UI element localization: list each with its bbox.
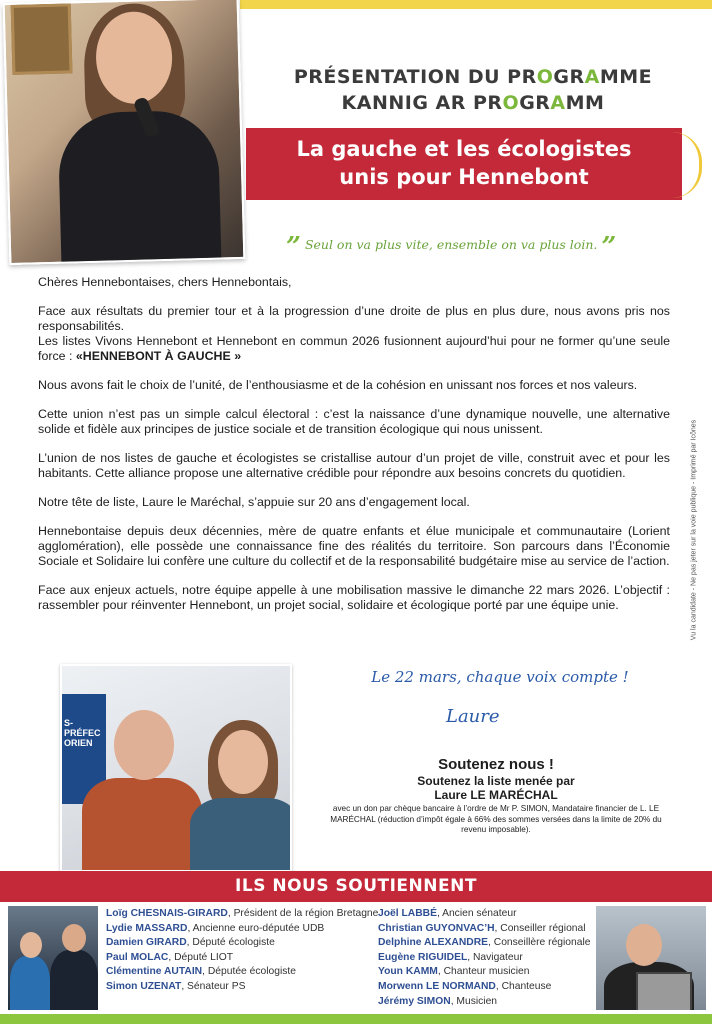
supporter-entry: Eugène RIGUIDEL, Navigateur [378,951,523,963]
accordion-icon [636,972,692,1010]
support-candidate: Laure LE MARÉCHAL [434,788,558,802]
program-title [250,64,696,116]
program-title-line2: KANNIG AR PROGRAMM [341,92,605,114]
wall-painting [11,3,73,75]
letter-paragraph: Nous avons fait le choix de l’unité, de l’enthousiasme et de la cohésion en unissant nos forces et nos valeurs. [38,378,638,392]
supporter-entry: Simon UZENAT, Sénateur PS [106,980,246,992]
supporter-entry: Lydie MASSARD, Ancienne euro-députée UDB [106,922,325,934]
supporter-man-face [62,924,86,952]
musician-face [626,924,662,966]
woman-body [190,798,292,872]
support-title: Soutenez nous ! [438,756,554,773]
donation-block [330,756,662,836]
program-title-line1: PRÉSENTATION DU PROGRAMME [293,66,653,88]
supporter-entry: Morwenn LE NORMAND, Chanteuse [378,980,552,992]
duo-photo [60,664,292,872]
supporter-entry: Damien GIRARD, Député écologiste [106,937,275,949]
supporter-entry: Clémentine AUTAIN, Députée écologiste [106,966,297,978]
slogan-text: Seul on va plus vite, ensemble on va plus loin. [304,237,598,252]
open-quote-icon: ” [286,232,301,262]
woman-face [218,730,268,794]
letter-paragraph: Cette union n’est pas un simple calcul électoral : c’est la naissance d’une dynamique nouvelle, une alternative solide et fidèle aux principes de justice sociale et de transition écologique qui nous unissent. [38,407,670,436]
supporter-woman-body [10,956,50,1010]
letter-paragraph: Hennebontaise depuis deux décennies, mère de quatre enfants et élue municipale et communautaire (Lorient agglomération), elle possède une connaissance fine des réalités du territoire. Son parcours dans l’Économie Sociale et Solidaire lui confère une culture du collectif et de la responsabilité budgétaire mise au service de l’action. [38,524,670,568]
letter-paragraph: L’union de nos listes de gauche et écologistes se cristallise autour d’un projet de ville, construit avec et pour les habitants. Cette alliance propose une alternative crédible pour répondre aux besoins concrets du quotidien. [38,451,670,480]
legal-side-note: Vu la candidate - Ne pas jeter sur la voie publique - Imprimé par Icônes [690,419,698,641]
man-face [114,710,174,780]
supporters-photo-left [8,906,98,1010]
banner-swoosh-decoration [672,132,702,198]
headline-banner [246,128,682,200]
supporter-entry: Delphine ALEXANDRE, Conseillère régionale [378,937,591,949]
letter-greeting: Chères Hennebontaises, chers Hennebontais, [38,275,292,289]
supporter-entry: Joël LABBÉ, Ancien sénateur [378,908,517,919]
candidate-body [58,110,222,265]
donation-details: avec un don par chèque bancaire à l’ordre de Mr P. SIMON, Mandataire financier de L. LE MARÉCHAL (réduction d’impôt égale à 66% des sommes versées dans la limite de 20% du revenu imposable). [330,804,662,834]
support-subtitle: Soutenez la liste menée par [417,774,575,788]
letter-paragraph: Notre tête de liste, Laure le Maréchal, s’appuie sur 20 ans d’engagement local. [38,495,470,509]
slogan-quote [286,226,662,262]
supporter-entry: Youn KAMM, Chanteur musicien [378,966,530,978]
top-yellow-stripe [240,0,712,9]
bottom-green-stripe [0,1014,712,1024]
supporters-list-col2 [378,907,591,1009]
vote-reminder: Le 22 mars, chaque voix compte ! [371,668,629,686]
supporter-entry: Paul MOLAC, Député LIOT [106,951,234,963]
supporter-entry: Christian GUYONVAC’H, Conseiller régional [378,922,586,934]
letter-paragraph: Face aux enjeux actuels, notre équipe appelle à une mobilisation massive le dimanche 22 mars 2026. L’objectif : rassembler pour réinventer Hennebont, un projet social, solidaire et écologique porté par une équipe unie. [38,583,670,612]
supporter-entry: Jérémy SIMON, Musicien [378,995,498,1007]
candidate-photo [3,0,246,265]
supporters-list-col1 [106,907,378,995]
close-quote-icon: ” [601,232,617,262]
banner-line2: unis pour Hennebont [339,165,589,189]
supporters-heading: ILS NOUS SOUTIENNENT [0,871,712,902]
supporter-man-body [50,950,98,1010]
letter-body [38,275,670,627]
supporter-woman-face [20,932,42,958]
signature: Laure [446,706,500,727]
supporters-photo-right [596,906,706,1010]
man-body [82,778,202,872]
letter-paragraph: Face aux résultats du premier tour et à la progression d’une droite de plus en plus dure, nous avons pris nos responsabilités. Les listes Vivons Hennebont et Hennebont en commun 2026 fusionnent aujourd’hui pour ne former qu’une seule force : «HENNEBONT À GAUCHE » [38,304,670,363]
list-name: «HENNEBONT À GAUCHE » [75,349,242,363]
supporter-entry: Loïg CHESNAIS-GIRARD, Président de la région Bretagne [106,908,379,919]
prefecture-sign: S-PRÉFEC ORIEN [62,694,106,804]
banner-line1: La gauche et les écologistes [296,137,632,161]
